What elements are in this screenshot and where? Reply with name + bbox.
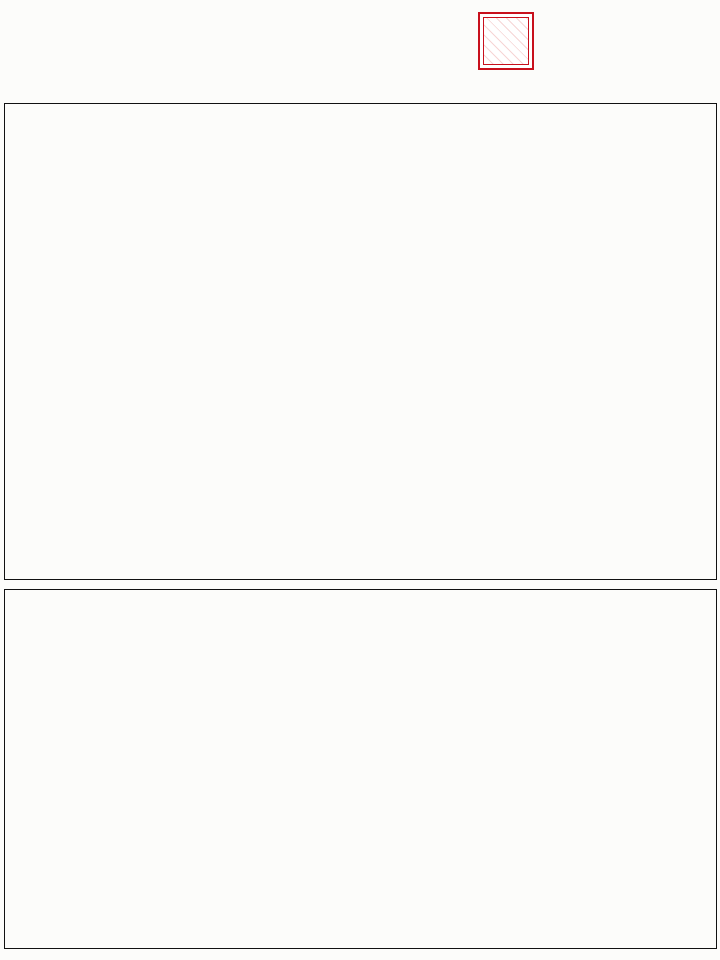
qr-code-icon[interactable] — [379, 21, 447, 89]
brand-logo-text — [538, 6, 718, 58]
chart-grid — [4, 103, 717, 580]
year-table — [4, 589, 717, 949]
red-seal-stamp — [478, 12, 534, 70]
